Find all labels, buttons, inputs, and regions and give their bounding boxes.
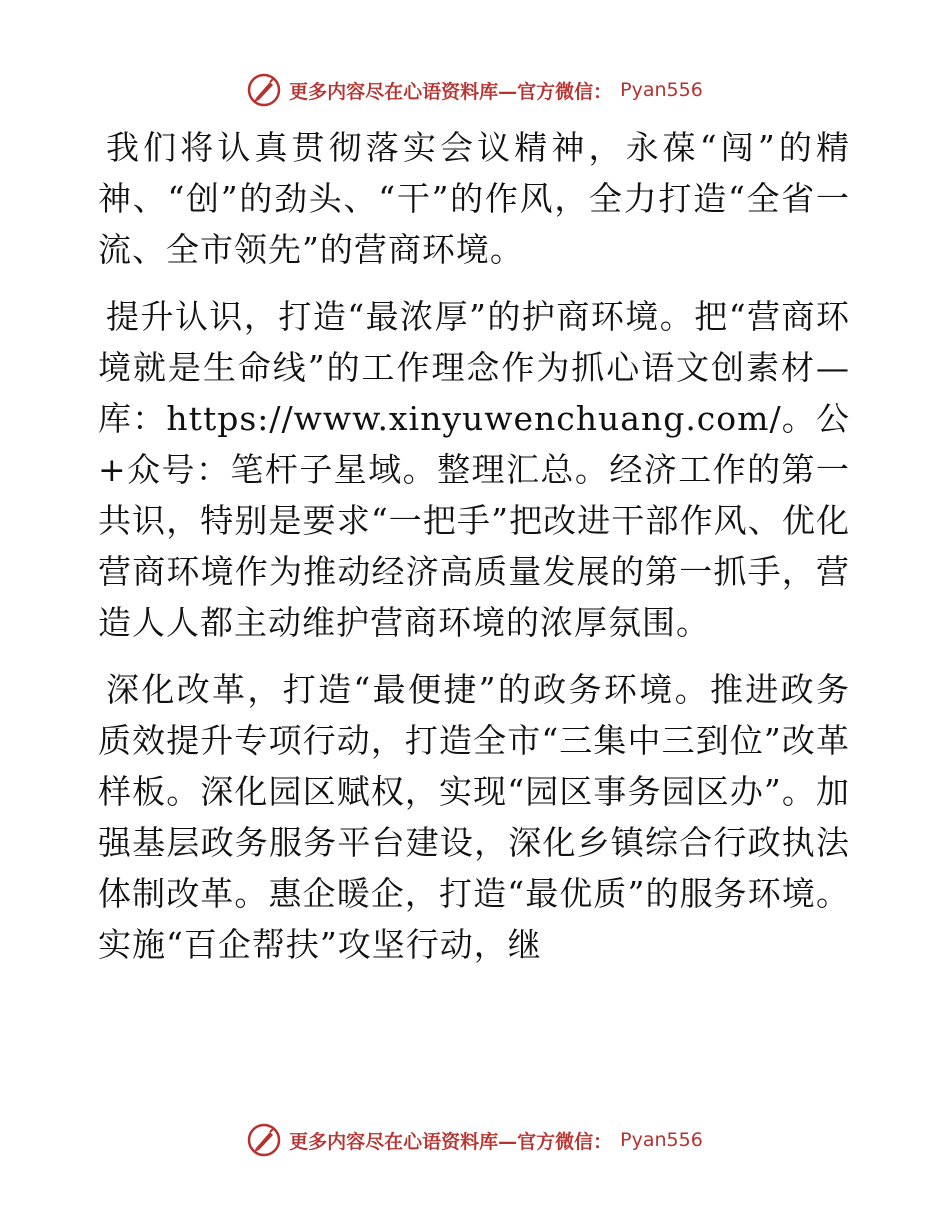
paragraph-1: 我们将认真贯彻落实会议精神，永葆“闯”的精神、“创”的劲头、“干”的作风，全力打造“全省一流、全市领先”的营商环境。 bbox=[98, 128, 850, 269]
header-banner bbox=[0, 70, 950, 110]
document-body bbox=[98, 122, 850, 986]
footer-banner-text: 更多内容尽在心语资料库—官方微信： bbox=[289, 1130, 613, 1153]
header-banner-wechat-id: Pyan556 bbox=[620, 79, 703, 101]
paragraph-2: 提升认识，打造“最浓厚”的护商环境。把“营商环境就是生命线”的工作理念作为抓心语文创素材—库：https://www.xinyuwenchuang.com/。公+众号：笔杆子星域。整理汇总。经济工作的第一共识，特别是要求“一把手”把改进干部作风、优化营商环境作为推动经济高质量发展的第一抓手，营造人人都主动维护营商环境的浓厚氛围。 bbox=[98, 297, 850, 642]
footer-banner-wechat-id: Pyan556 bbox=[620, 1129, 703, 1151]
header-banner-text: 更多内容尽在心语资料库—官方微信： bbox=[289, 80, 613, 103]
paragraph-3: 深化改革，打造“最便捷”的政务环境。推进政务质效提升专项行动，打造全市“三集中三到位”改革样板。深化园区赋权，实现“园区事务园区办”。加强基层政务服务平台建设，深化乡镇综合行政执法体制改革。惠企暖企，打造“最优质”的服务环境。实施“百企帮扶”攻坚行动，继 bbox=[98, 670, 850, 964]
quill-pen-icon bbox=[247, 1123, 281, 1157]
footer-banner bbox=[0, 1120, 950, 1160]
quill-pen-icon bbox=[247, 73, 281, 107]
